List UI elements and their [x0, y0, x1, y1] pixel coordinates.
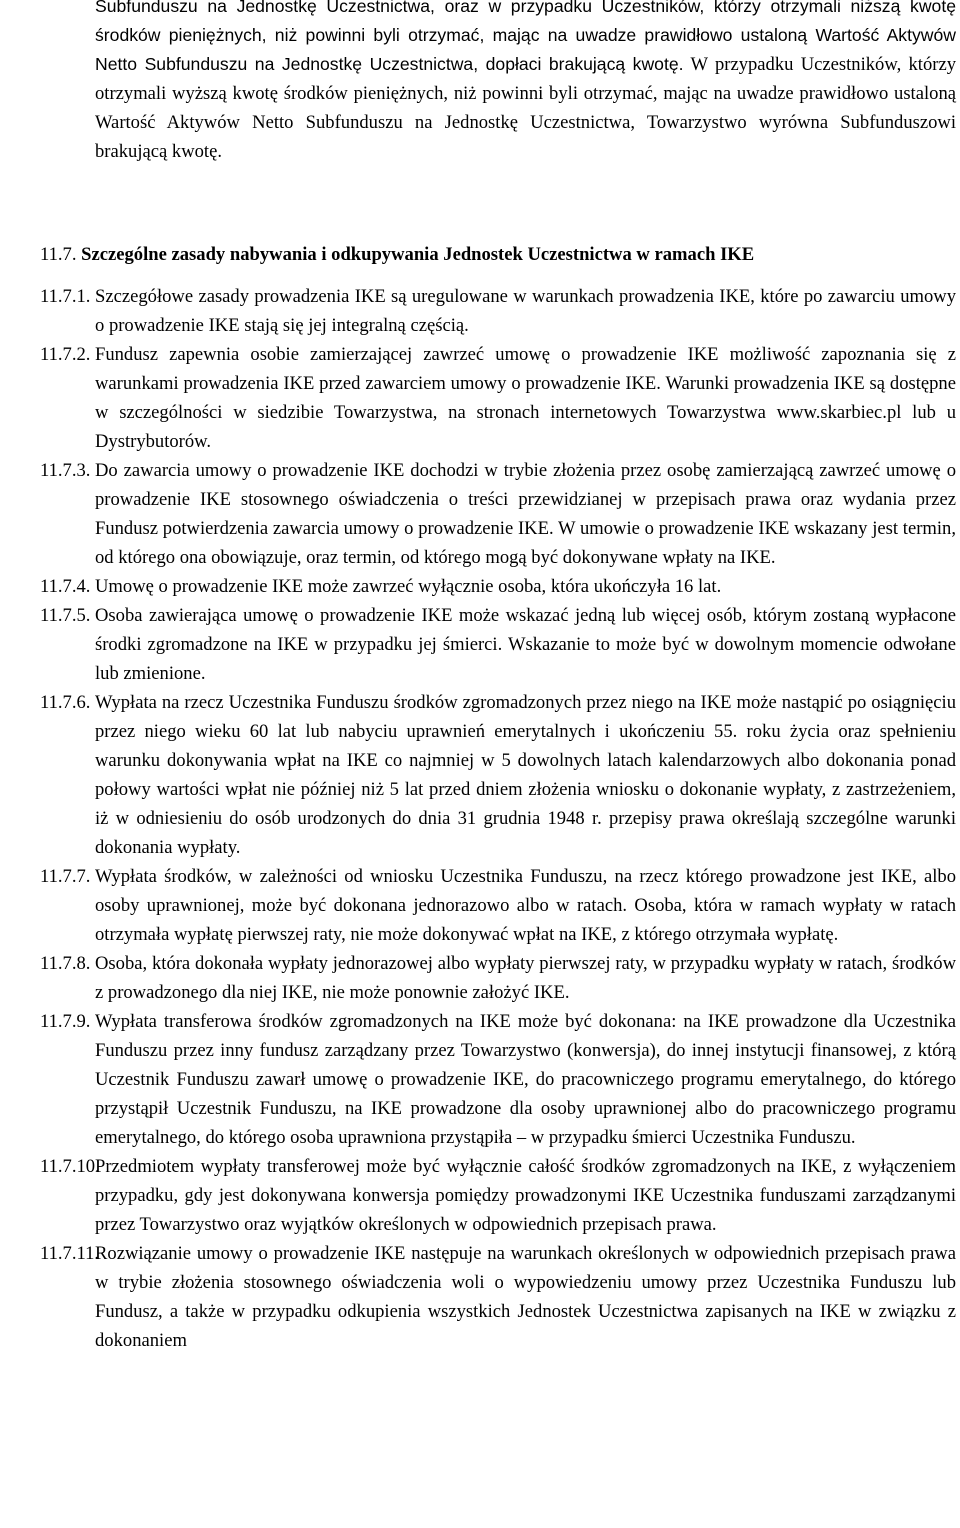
list-item	[0, 601, 960, 688]
item-text: Szczegółowe zasady prowadzenia IKE są uregulowane w warunkach prowadzenia IKE, które po zawarciu umowy o prowadzenie IKE stają się jej integralną częścią.	[95, 286, 956, 336]
item-number: 11.7.11.	[40, 1243, 100, 1264]
item-text: Wypłata środków, w zależności od wniosku Uczestnika Funduszu, na rzecz którego prowadzone jest IKE, albo osoby uprawnionej, może być dokonana jednorazowo albo w ratach. Osoba, która w ramach wypłaty w ratach otrzymała wypłatę pierwszej raty, nie może dokonywać wpłat na IKE, z którego otrzymała wypłatę.	[95, 866, 956, 945]
list-item	[0, 949, 960, 1007]
item-number: 11.7.7.	[40, 866, 91, 887]
item-text: Wypłata transferowa środków zgromadzonych na IKE może być dokonana: na IKE prowadzone dla Uczestnika Funduszu przez inny fundusz zarządzany przez Towarzystwo (konwersja), do innej instytucji finansowej, z którą Uczestnik Funduszu zawarł umowę o prowadzenie IKE, do pracowniczego programu emerytalnego, do którego przystąpił Uczestnik Funduszu, na IKE prowadzone dla osoby uprawnionej albo do pracowniczego programu emerytalnego, do którego osoba uprawniona przystąpiła – w przypadku śmierci Uczestnika Funduszu.	[95, 1011, 956, 1148]
item-number: 11.7.8.	[40, 953, 91, 974]
item-number: 11.7.6.	[40, 692, 91, 713]
item-number: 11.7.9.	[40, 1011, 91, 1032]
item-text: Osoba, która dokonała wypłaty jednorazowej albo wypłaty pierwszej raty, w przypadku wypłaty w ratach, środków z prowadzonego dla niej IKE, nie może ponownie założyć IKE.	[95, 953, 956, 1003]
intro-serif-text: W przypadku Uczestników, którzy otrzymali wyższą kwotę środków pieniężnych, niż powinni byli otrzymać, mając na uwadze prawidłowo ustaloną Wartość Aktywów Netto Subfunduszu na Jednostkę Uczestnictwa, Towarzystwo wyrówna Subfunduszowi brakującą kwotę.	[95, 54, 956, 162]
item-number: 11.7.5.	[40, 605, 91, 626]
item-text: Fundusz zapewnia osobie zamierzającej zawrzeć umowę o prowadzenie IKE możliwość zapoznania się z warunkami prowadzenia IKE przed zawarciem umowy o prowadzenie IKE. Warunki prowadzenia IKE są dostępne w szczególności w siedzibie Towarzystwa, na stronach internetowych Towarzystwa www.skarbiec.pl lub u Dystrybutorów.	[95, 344, 956, 452]
list-item	[0, 1152, 960, 1239]
section-number: 11.7.	[40, 244, 77, 265]
item-number: 11.7.4.	[40, 576, 91, 597]
section-title: Szczególne zasady nabywania i odkupywania Jednostek Uczestnictwa w ramach IKE	[81, 244, 755, 265]
list-item	[0, 1007, 960, 1152]
item-number: 11.7.2.	[40, 344, 91, 365]
intro-paragraph	[95, 0, 956, 166]
item-text: Osoba zawierająca umowę o prowadzenie IKE może wskazać jedną lub więcej osób, którym zostaną wypłacone środki zgromadzone na IKE w przypadku jej śmierci. Wskazanie to może być w dowolnym momencie odwołane lub zmienione.	[95, 605, 956, 684]
list-item	[0, 688, 960, 862]
item-number: 11.7.1.	[40, 286, 91, 307]
item-number: 11.7.3.	[40, 460, 91, 481]
list-item	[0, 572, 960, 601]
intro-sans-text: Subfunduszu na Jednostkę Uczestnictwa, oraz w przypadku Uczestników, którzy otrzymali niższą kwotę środków pieniężnych, niż powinni byli otrzymać, mając na uwadze prawidłowo ustaloną Wartość Aktywów Netto Subfunduszu na Jednostkę Uczestnictwa, dopłaci brakującą kwotę.	[95, 0, 956, 74]
section-items	[0, 282, 960, 1355]
list-item	[0, 456, 960, 572]
item-number: 11.7.10.	[40, 1156, 100, 1177]
section-heading	[40, 240, 956, 269]
list-item	[0, 340, 960, 456]
item-text: Wypłata na rzecz Uczestnika Funduszu środków zgromadzonych przez niego na IKE może nastąpić po osiągnięciu przez niego wieku 60 lat lub nabyciu uprawnień emerytalnych i ukończeniu 55. roku życia oraz spełnieniu warunku dokonywania wpłat na IKE co najmniej w 5 dowolnych latach kalendarzowych albo dokonania ponad połowy wartości wpłat nie później niż 5 lat przed dniem złożenia wniosku o dokonanie wypłaty, z zastrzeżeniem, iż w odniesieniu do osób urodzonych do dnia 31 grudnia 1948 r. przepisy prawa określają szczególne warunki dokonania wypłaty.	[95, 692, 956, 858]
item-text: Rozwiązanie umowy o prowadzenie IKE następuje na warunkach określonych w odpowiednich przepisach prawa w trybie złożenia stosownego oświadczenia woli o wypowiedzeniu umowy przez Uczestnika Funduszu lub Fundusz, a także w przypadku odkupienia wszystkich Jednostek Uczestnictwa zapisanych na IKE w związku z dokonaniem	[95, 1243, 956, 1351]
list-item	[0, 862, 960, 949]
list-item	[0, 282, 960, 340]
list-item	[0, 1239, 960, 1355]
item-text: Umowę o prowadzenie IKE może zawrzeć wyłącznie osoba, która ukończyła 16 lat.	[95, 576, 722, 597]
item-text: Przedmiotem wypłaty transferowej może być wyłącznie całość środków zgromadzonych na IKE, z wyłączeniem przypadku, gdy jest dokonywana konwersja pomiędzy prowadzonymi IKE Uczestnika funduszami zarządzanymi przez Towarzystwo oraz wyjątków określonych w odpowiednich przepisach prawa.	[95, 1156, 956, 1235]
item-text: Do zawarcia umowy o prowadzenie IKE dochodzi w trybie złożenia przez osobę zamierzającą zawrzeć umowę o prowadzenie IKE stosownego oświadczenia o treści przewidzianej w przepisach prawa oraz wydania przez Fundusz potwierdzenia zawarcia umowy o prowadzenie IKE. W umowie o prowadzenie IKE wskazany jest termin, od którego ona obowiązuje, oraz termin, od którego mogą być dokonywane wpłaty na IKE.	[95, 460, 956, 568]
